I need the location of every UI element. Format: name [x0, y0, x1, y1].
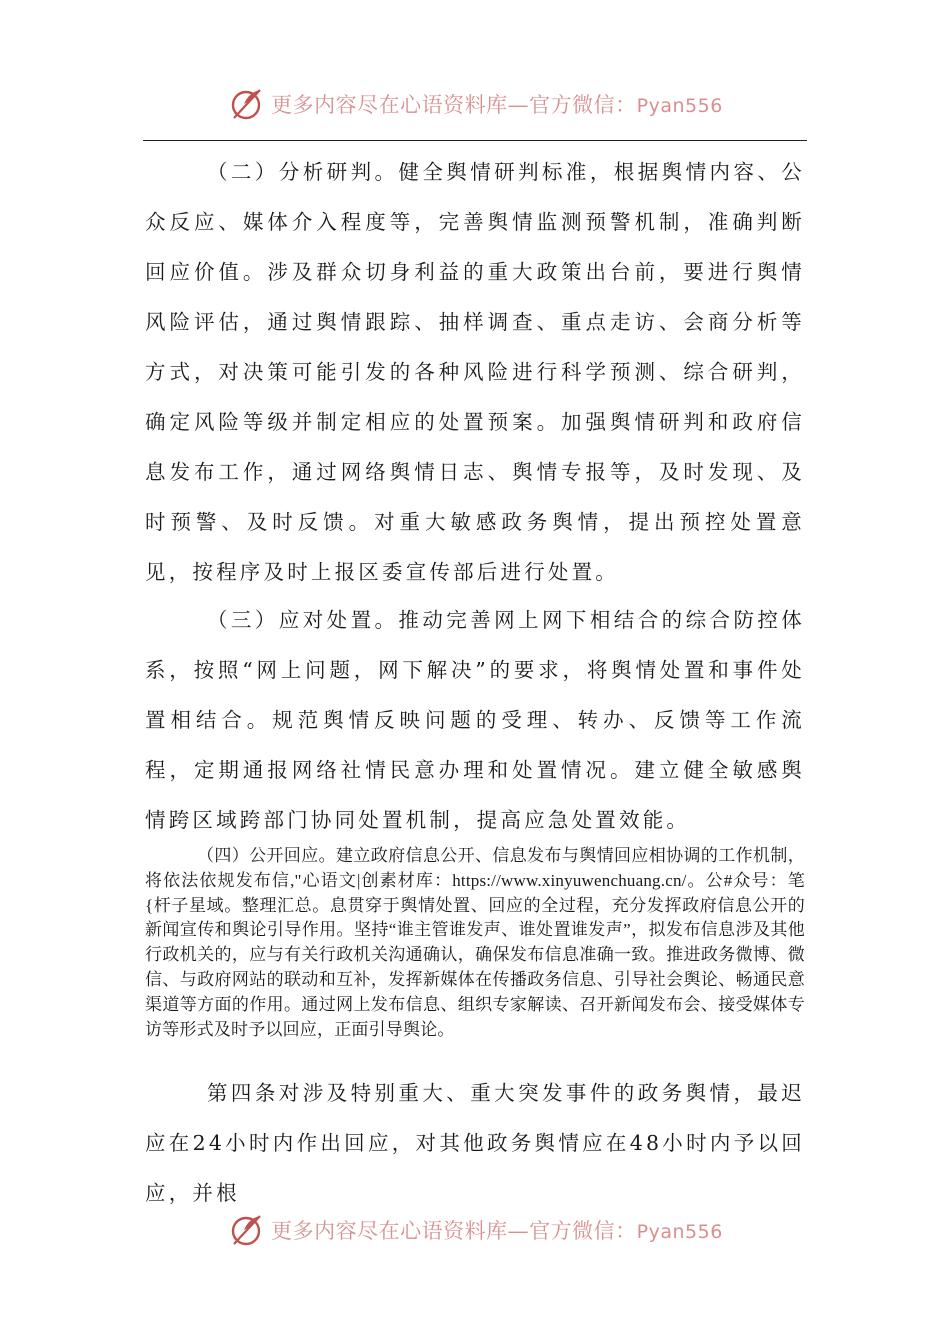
banner-text [271, 89, 723, 119]
footer-banner [0, 1210, 950, 1250]
banner-wechat-id: Pyan556 [636, 1221, 723, 1243]
paragraph-disclosure: （四）公开回应。建立政府信息公开、信息发布与舆情回应相协调的工作机制，将依法依规发布信,"心语文|创素材库：https://www.xinyuwenchuang.cn/。公#众号：笔{杆子星域。整理汇总。息贯穿于舆情处置、回应的全过程，充分发挥政府信息公开的新闻宣传和舆论引导作用。坚持“谁主管谁发声、谁处置谁发声”，拟发布信息涉及其他行政机关的，应与有关行政机关沟通确认，确保发布信息准确一致。推进政务微博、微信、与政府网站的联动和互补，发挥新媒体在传播政务信息、引导社会舆论、畅通民意渠道等方面的作用。通过网上发布信息、组织专家解读、召开新闻发布会、接受媒体专访等形式及时予以回应，正面引导舆论。 [145, 846, 805, 1039]
paragraph-article-four: 第四条对涉及特别重大、重大突发事件的政务舆情，最迟应在24小时内作出回应，对其他政务舆情应在48小时内予以回应，并根 [145, 1081, 805, 1205]
paragraph-analysis: （二）分析研判。健全舆情研判标准，根据舆情内容、公众反应、媒体介入程度等，完善舆情监测预警机制，准确判断回应价值。涉及群众切身利益的重大政策出台前，要进行舆情风险评估，通过舆情跟踪、抽样调查、重点走访、会商分析等方式，对决策可能引发的各种风险进行科学预测、综合研判，确定风险等级并制定相应的处置预案。加强舆情研判和政府信息发布工作，通过网络舆情日志、舆情专报等，及时发现、及时预警、及时反馈。对重大敏感政务舆情，提出预控处置意见，按程序及时上报区委宣传部后进行处置。 [145, 160, 805, 584]
banner-text-cn: 更多内容尽在心语资料库—官方微信： [271, 1219, 637, 1243]
banner-wechat-id: Pyan556 [636, 95, 723, 117]
header-banner [0, 84, 950, 124]
paragraph-response: （三）应对处置。推动完善网上网下相结合的综合防控体系，按照“网上问题，网下解决”的要求，将舆情处置和事件处置相结合。规范舆情反映问题的受理、转办、反馈等工作流程，定期通报网络社情民意办理和处置情况。建立健全敏感舆情跨区域跨部门协同处置机制，提高应急处置效能。 [145, 608, 805, 832]
header-divider [143, 140, 807, 141]
quill-logo-icon [227, 84, 267, 124]
banner-text-cn: 更多内容尽在心语资料库—官方微信： [271, 93, 637, 117]
banner-text [271, 1215, 723, 1245]
quill-logo-icon [227, 1210, 267, 1250]
